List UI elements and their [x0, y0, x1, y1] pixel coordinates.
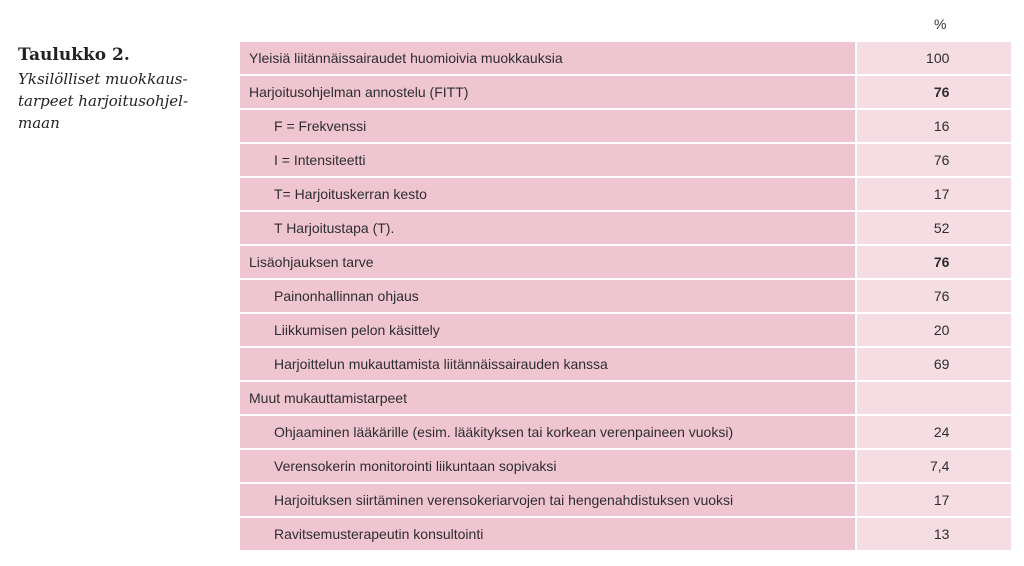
table-row [240, 110, 1011, 142]
table-row [240, 212, 1011, 244]
row-value: 100 [926, 50, 950, 66]
table-row [240, 178, 1011, 210]
table-row [240, 246, 1011, 278]
row-value: 17 [933, 492, 950, 508]
row-label: T= Harjoituskerran kesto [240, 178, 855, 210]
row-value-cell [857, 348, 1011, 380]
table-caption [18, 44, 218, 134]
row-value: 24 [933, 424, 950, 440]
row-value-cell [857, 416, 1011, 448]
table-row [240, 348, 1011, 380]
row-value-cell [857, 484, 1011, 516]
row-value: 76 [933, 288, 950, 304]
row-label: Muut mukauttamistarpeet [240, 382, 855, 414]
row-value: 17 [933, 186, 950, 202]
row-value-cell [857, 518, 1011, 550]
row-value: 69 [933, 356, 950, 372]
row-value-cell [857, 314, 1011, 346]
data-table [240, 42, 1011, 552]
row-value-cell [857, 246, 1011, 278]
row-label: Harjoittelun mukauttamista liitännäissairauden kanssa [240, 348, 855, 380]
row-label: I = Intensiteetti [240, 144, 855, 176]
row-value-cell [857, 144, 1011, 176]
row-label: T Harjoitustapa (T). [240, 212, 855, 244]
row-value-cell [857, 76, 1011, 108]
table-row [240, 42, 1011, 74]
table-row [240, 280, 1011, 312]
caption-subtitle: Yksilölliset muokkaus-tarpeet harjoitusohjel-maan [18, 70, 189, 132]
table-row [240, 76, 1011, 108]
percent-column-header: % [934, 16, 947, 32]
row-value-cell [857, 280, 1011, 312]
table-row [240, 416, 1011, 448]
table-row [240, 450, 1011, 482]
row-value: 13 [933, 526, 950, 542]
row-label: Liikkumisen pelon käsittely [240, 314, 855, 346]
table-row [240, 518, 1011, 550]
table-row [240, 144, 1011, 176]
row-label: F = Frekvenssi [240, 110, 855, 142]
table-row [240, 314, 1011, 346]
row-label: Lisäohjauksen tarve [240, 246, 855, 278]
row-label: Verensokerin monitorointi liikuntaan sopivaksi [240, 450, 855, 482]
row-value-cell [857, 42, 1011, 74]
row-value: 76 [933, 254, 950, 270]
row-label: Harjoitusohjelman annostelu (FITT) [240, 76, 855, 108]
row-value: 7,4 [929, 458, 950, 474]
row-label: Harjoituksen siirtäminen verensokeriarvojen tai hengenahdistuksen vuoksi [240, 484, 855, 516]
row-label: Ravitsemusterapeutin konsultointi [240, 518, 855, 550]
row-label: Painonhallinnan ohjaus [240, 280, 855, 312]
row-value-cell [857, 382, 1011, 414]
table-row [240, 382, 1011, 414]
row-label: Yleisiä liitännäissairaudet huomioivia muokkauksia [240, 42, 855, 74]
row-value-cell [857, 212, 1011, 244]
row-value: 76 [933, 84, 950, 100]
row-label: Ohjaaminen lääkärille (esim. lääkityksen tai korkean verenpaineen vuoksi) [240, 416, 855, 448]
row-value: 16 [933, 118, 950, 134]
row-value-cell [857, 178, 1011, 210]
caption-title: Taulukko 2. [18, 45, 130, 65]
row-value: 76 [933, 152, 950, 168]
row-value: 52 [933, 220, 950, 236]
table-row [240, 484, 1011, 516]
row-value-cell [857, 110, 1011, 142]
row-value: 20 [933, 322, 950, 338]
row-value-cell [857, 450, 1011, 482]
